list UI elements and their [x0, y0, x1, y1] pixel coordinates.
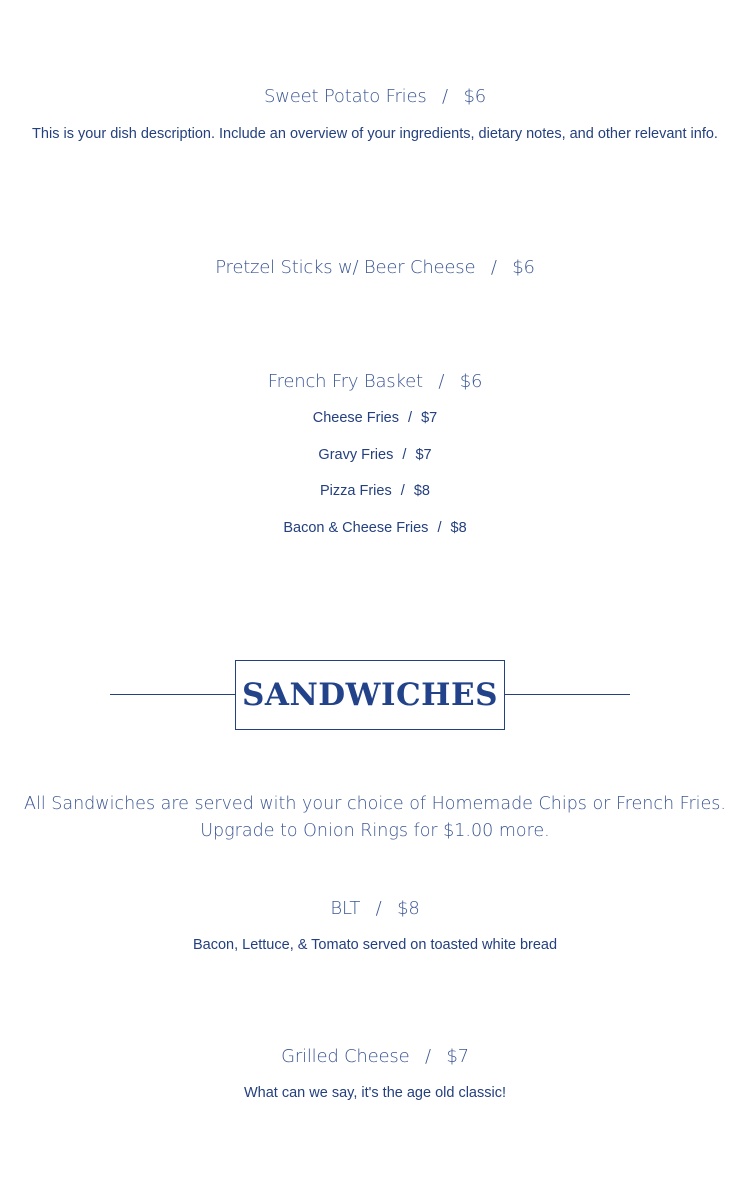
- item-name: French Fry Basket: [267, 371, 423, 392]
- item-name: Grilled Cheese: [281, 1046, 410, 1067]
- item-name: Pretzel Sticks w/ Beer Cheese: [215, 257, 476, 278]
- price-separator: /: [442, 86, 448, 107]
- item-price: $7: [446, 1046, 469, 1067]
- menu-item-title: [0, 86, 750, 107]
- item-price: $6: [512, 257, 535, 278]
- price-separator: /: [437, 520, 442, 536]
- menu-item-description: Bacon, Lettuce, & Tomato served on toasted white bread: [192, 937, 558, 953]
- item-name: BLT: [330, 898, 361, 919]
- option-name: Bacon & Cheese Fries: [283, 520, 429, 536]
- menu-item-title: [0, 371, 750, 392]
- price-separator: /: [400, 483, 405, 499]
- price-separator: /: [438, 371, 445, 392]
- option-name: Gravy Fries: [318, 447, 394, 463]
- menu-item-description: What can we say, it's the age old classic!: [243, 1085, 506, 1101]
- price-separator: /: [490, 257, 497, 278]
- item-price: $8: [397, 898, 420, 919]
- section-heading: SANDWICHES: [242, 677, 498, 713]
- menu-item-option: [0, 520, 750, 536]
- item-price: $6: [463, 86, 486, 107]
- option-price: $7: [421, 410, 438, 426]
- menu-item-option: [0, 410, 750, 426]
- section-header: [110, 660, 630, 730]
- menu-item-option: [0, 447, 750, 463]
- menu-item-description: This is your dish description. Include an overview of your ingredients, dietary notes, and other relevant info.: [32, 126, 718, 142]
- price-separator: /: [424, 1046, 431, 1067]
- price-separator: /: [408, 410, 413, 426]
- menu-item-title: [0, 1046, 750, 1067]
- divider-right: [505, 694, 630, 695]
- option-price: $8: [450, 520, 467, 536]
- menu-item-title: [0, 257, 750, 278]
- menu-item-title: [0, 898, 750, 919]
- option-name: Pizza Fries: [320, 483, 392, 499]
- item-name: Sweet Potato Fries: [264, 86, 427, 107]
- price-separator: /: [402, 447, 407, 463]
- section-intro: All Sandwiches are served with your choice of Homemade Chips or French Fries. Upgrade to Onion Rings for $1.00 more.: [24, 794, 726, 841]
- option-name: Cheese Fries: [312, 410, 399, 426]
- price-separator: /: [375, 898, 382, 919]
- menu-item-option: [0, 483, 750, 499]
- item-price: $6: [459, 371, 483, 392]
- divider-left: [110, 694, 235, 695]
- option-price: $7: [415, 447, 432, 463]
- option-price: $8: [413, 483, 430, 499]
- section-heading-box: [235, 660, 505, 730]
